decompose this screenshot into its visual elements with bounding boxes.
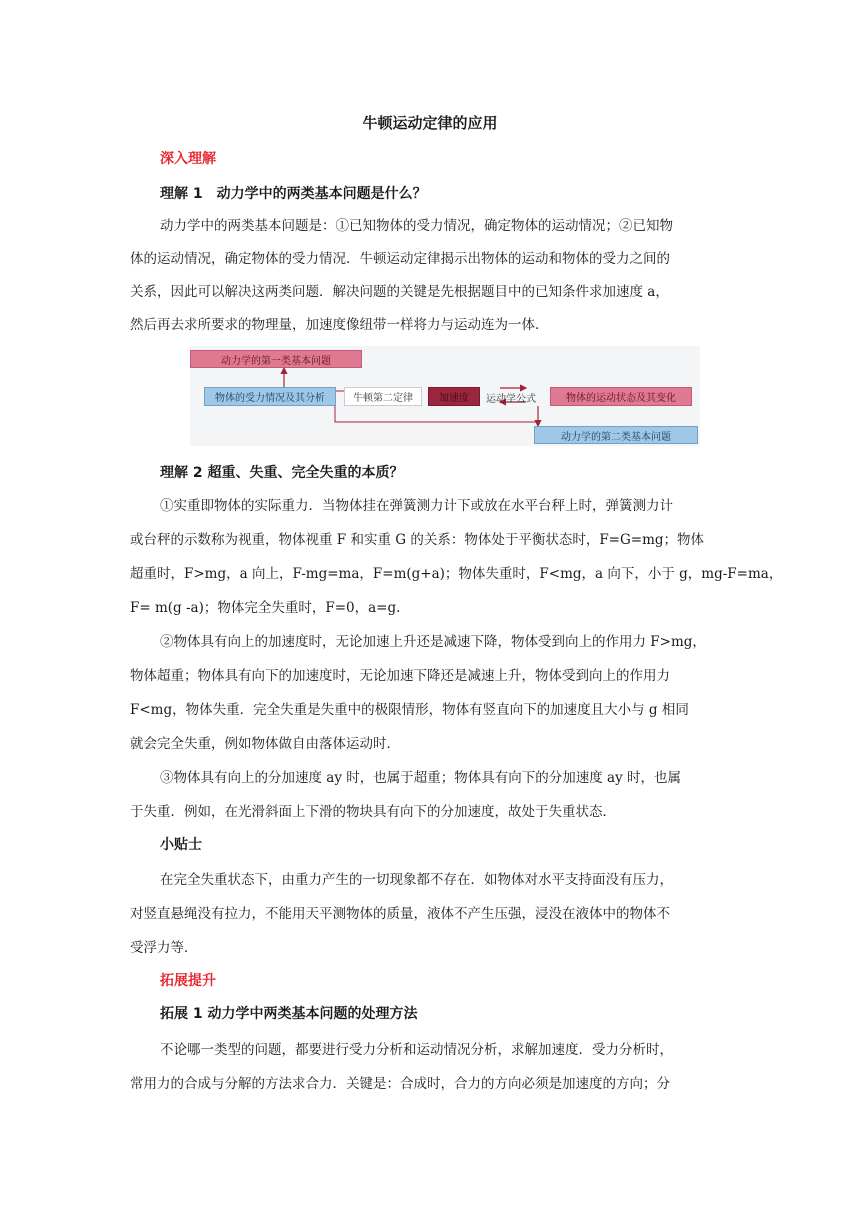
- acceleration-box: 加速度: [428, 387, 480, 406]
- paragraph-2-line-2: 或台秤的示数称为视重，物体视重 F 和实重 G 的关系：物体处于平衡状态时，F=G=mg；物体: [130, 532, 705, 548]
- paragraph-1-line-4: 然后再去求所要求的物理量，加速度像纽带一样将力与运动连为一体．: [130, 317, 549, 333]
- paragraph-1-line-2: 体的运动情况，确定物体的受力情况．牛顿运动定律揭示出物体的运动和物体的受力之间的: [130, 251, 670, 267]
- paragraph-3-line-2: 物体超重；物体具有向下的加速度时，无论加速下降还是减速上升，物体受到向上的作用力: [130, 668, 670, 684]
- paragraph-2-line-3: 超重时，F>mg，a 向上，F-mg=ma，F=m(g+a)；物体失重时，F<mg，a 向下，小于 g，mg-F=ma，: [130, 566, 783, 582]
- first-problem-box: 动力学的第一类基本问题: [190, 350, 362, 368]
- paragraph-2-line-4: F= m(g -a)；物体完全失重时，F=0，a=g.: [130, 600, 401, 616]
- paragraph-3-line-1: ②物体具有向上的加速度时，无论加速上升还是减速下降，物体受到向上的作用力 F>mg，: [160, 634, 706, 650]
- second-problem-box: 动力学的第二类基本问题: [534, 426, 698, 444]
- paragraph-6-line-2: 常用力的合成与分解的方法求合力．关键是：合成时，合力的方向必须是加速度的方向；分: [130, 1076, 670, 1092]
- paragraph-4-line-2: 于失重．例如，在光滑斜面上下滑的物块具有向下的分加速度，故处于失重状态．: [130, 804, 616, 820]
- paragraph-3-line-4: 就会完全失重，例如物体做自由落体运动时．: [130, 736, 400, 752]
- kinematics-formula-label: 运动学公式: [486, 394, 536, 405]
- paragraph-1-line-1: 动力学中的两类基本问题是：①已知物体的受力情况，确定物体的运动情况；②已知物: [160, 218, 673, 234]
- force-analysis-box: 物体的受力情况及其分析: [204, 387, 336, 406]
- bottom-loop-line: [335, 404, 538, 422]
- tip-line-3: 受浮力等．: [130, 940, 198, 956]
- paragraph-1-line-3: 关系，因此可以解决这两类问题．解决问题的关键是先根据题目中的已知条件求加速度 a，: [130, 284, 669, 300]
- paragraph-4-line-1: ③物体具有向上的分加速度 ay 时，也属于超重；物体具有向下的分加速度 ay 时，也属: [160, 770, 682, 786]
- motion-state-box: 物体的运动状态及其变化: [550, 387, 692, 406]
- page-title: 牛顿运动定律的应用: [362, 114, 498, 132]
- newton-second-law-box: 牛顿第二定律: [344, 387, 422, 406]
- paragraph-6-line-1: 不论哪一类型的问题，都要进行受力分析和运动情况分析，求解加速度．受力分析时，: [160, 1042, 673, 1058]
- question-heading-2: 理解 2 超重、失重、完全失重的本质？: [160, 465, 404, 481]
- section-heading-understanding: 深入理解: [160, 151, 216, 167]
- tip-line-2: 对竖直悬绳没有拉力，不能用天平测物体的质量，液体不产生压强，浸没在液体中的物体不: [130, 906, 670, 922]
- section-heading-extension: 拓展提升: [160, 973, 216, 989]
- paragraph-2-line-1: ①实重即物体的实际重力．当物体挂在弹簧测力计下或放在水平台秤上时，弹簧测力计: [160, 498, 673, 514]
- tip-heading: 小贴士: [160, 837, 202, 853]
- paragraph-3-line-3: F<mg，物体失重．完全失重是失重中的极限情形，物体有竖直向下的加速度且大小与 g 相同: [130, 702, 689, 718]
- tip-line-1: 在完全失重状态下，由重力产生的一切现象都不存在．如物体对水平支持面没有压力，: [160, 872, 673, 888]
- question-heading-1: 理解 1 动力学中的两类基本问题是什么？: [160, 186, 427, 202]
- extension-heading-1: 拓展 1 动力学中两类基本问题的处理方法: [160, 1006, 418, 1022]
- dynamics-problem-diagram: [190, 346, 700, 446]
